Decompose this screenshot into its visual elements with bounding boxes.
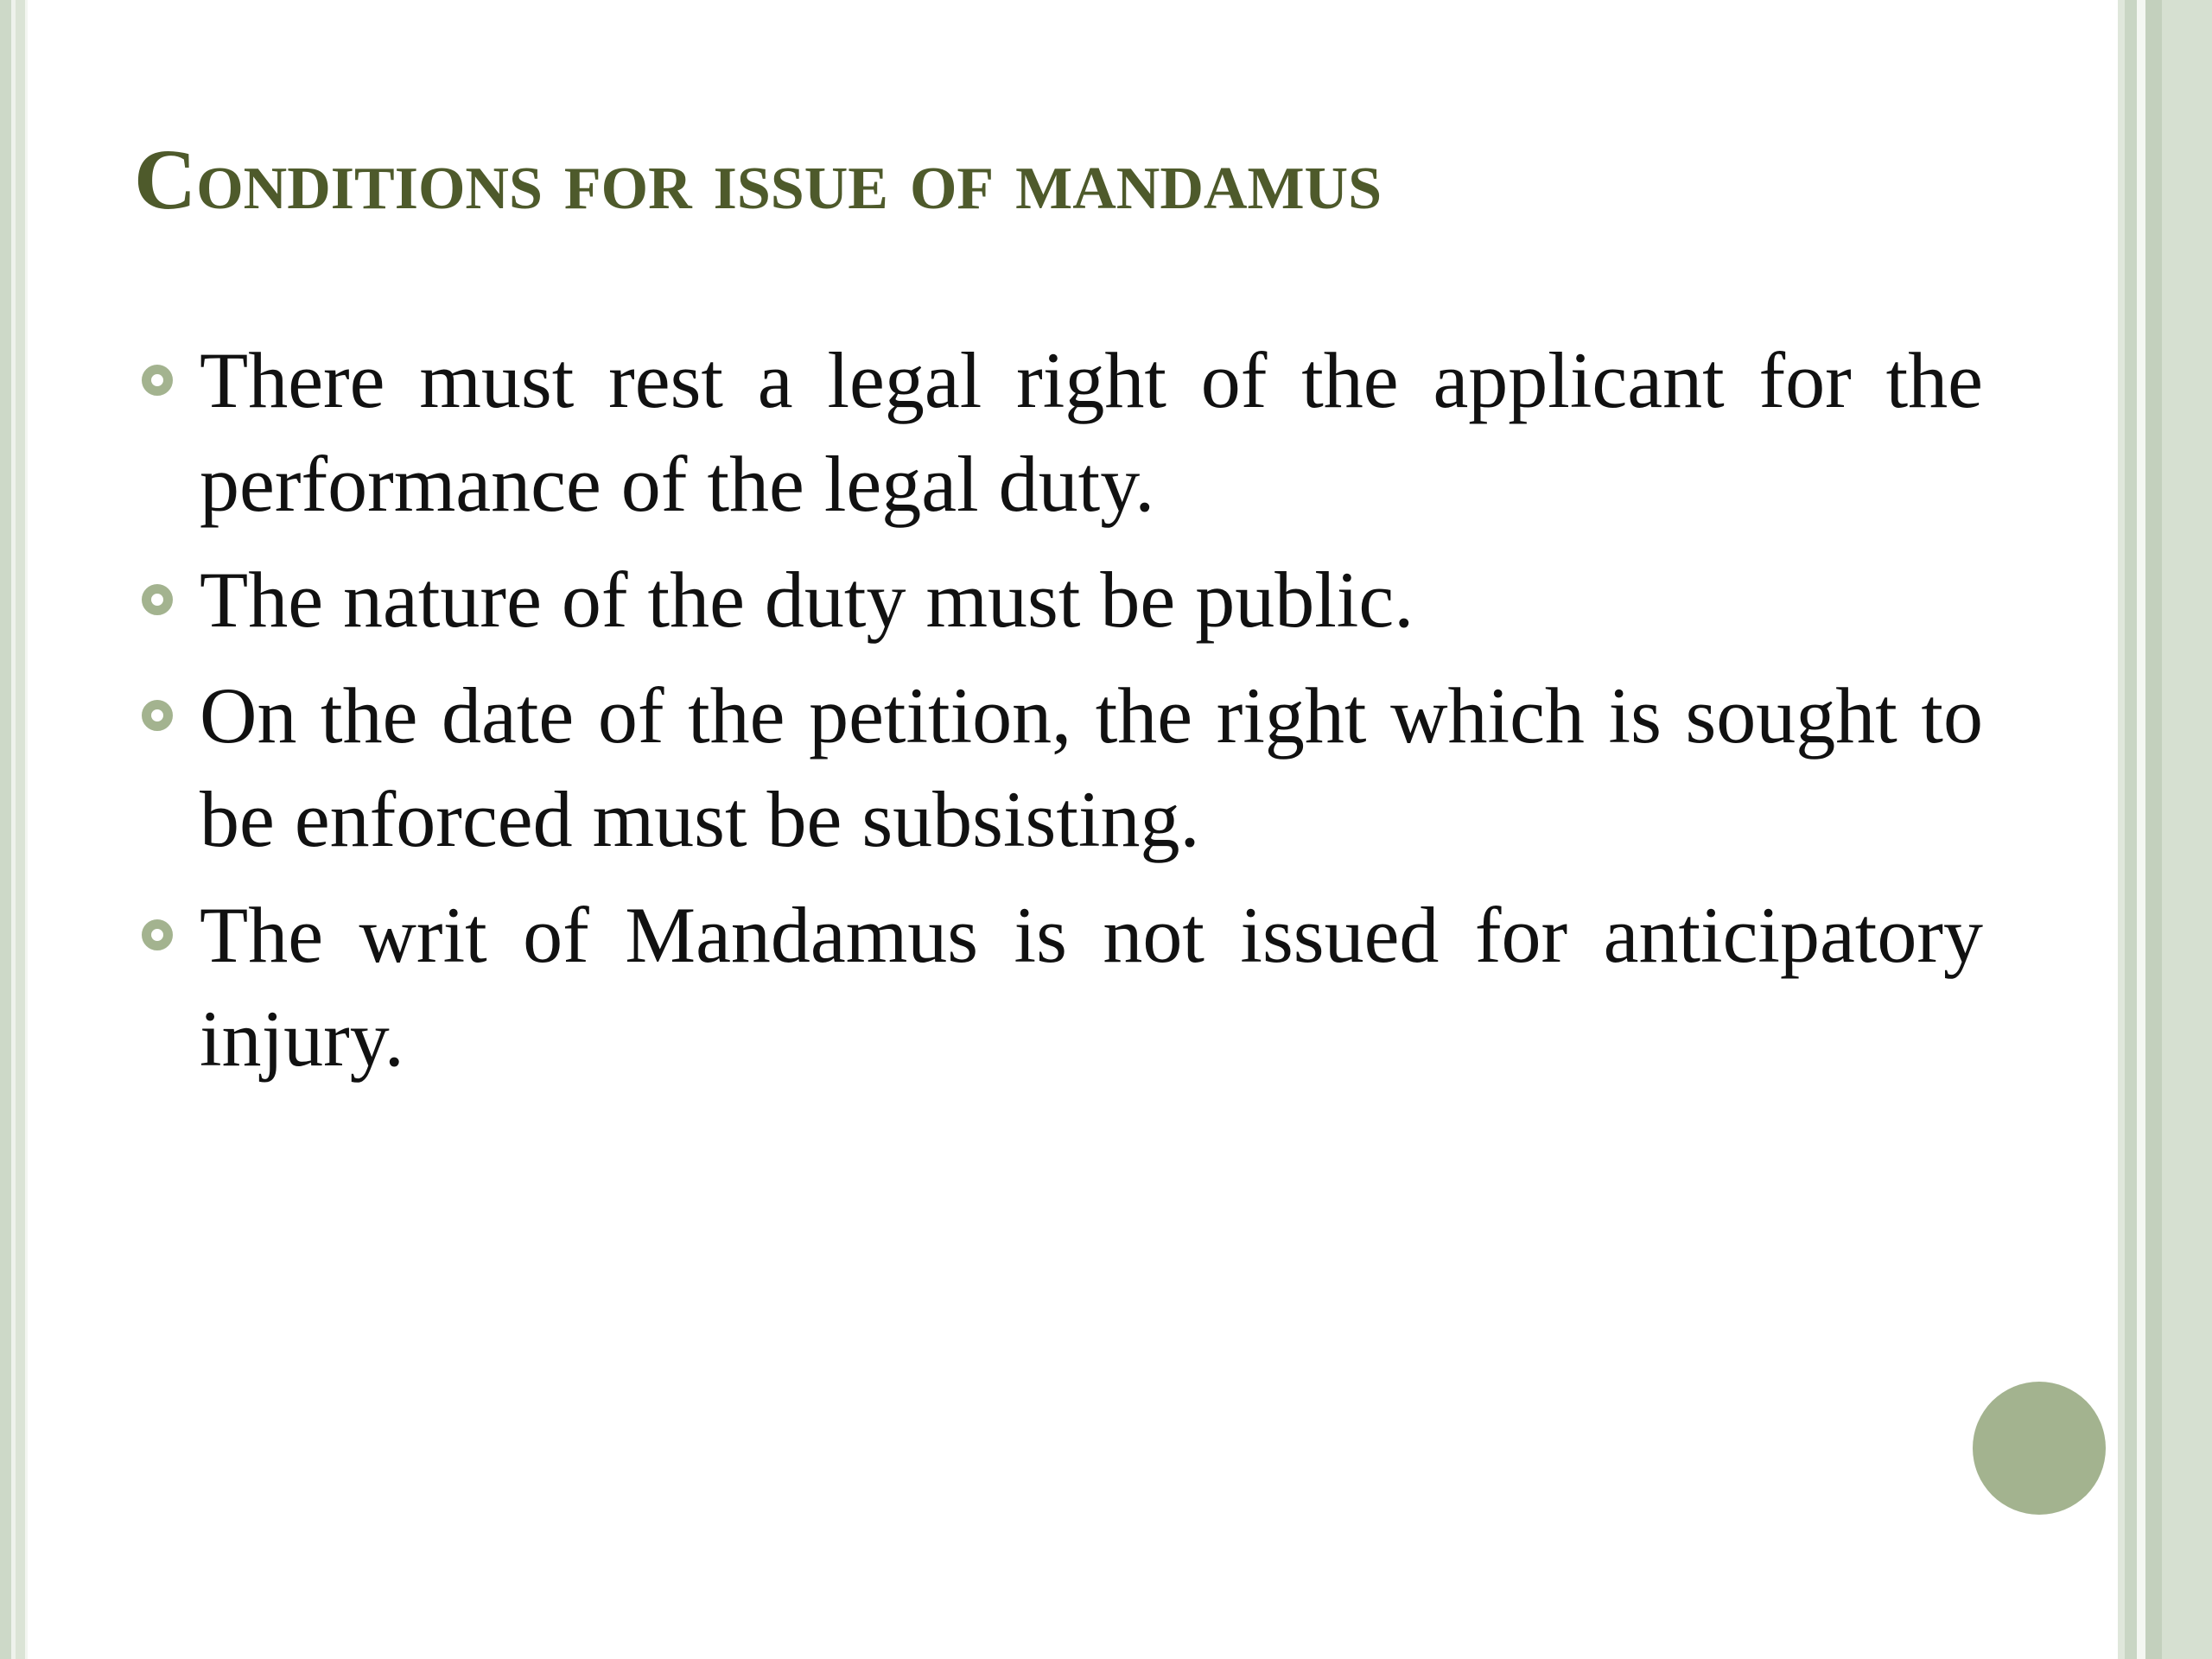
bullet-circle-icon [142,584,173,615]
bullet-item [134,883,1983,1090]
slide-title: Conditions for issue of mandamus [134,131,1382,227]
left-border-stripe [16,0,25,1659]
bullet-list [134,328,1983,1103]
bullet-circle-icon [142,365,173,396]
decorative-circle-icon [1973,1382,2106,1515]
bullet-circle-icon [142,700,173,731]
bullet-text: On the date of the petition, the right which is sought to be enforced must be subsisting. [200,671,1983,863]
right-border-stripe [2125,0,2137,1659]
right-border-stripe [2137,0,2145,1659]
bullet-text: The writ of Mandamus is not issued for anticipatory injury. [200,891,1983,1083]
bullet-item [134,328,1983,536]
bullet-text: There must rest a legal right of the applicant for the performance of the legal duty. [200,336,1983,528]
bullet-item [134,548,1983,652]
left-border-stripe [25,0,28,1659]
right-border-stripe [2118,0,2125,1659]
left-border-stripe [0,0,11,1659]
bullet-circle-icon [142,919,173,950]
bullet-item [134,664,1983,871]
right-border-stripe [2145,0,2162,1659]
bullet-text: The nature of the duty must be public. [200,556,1414,644]
right-border-stripe [2162,0,2212,1659]
